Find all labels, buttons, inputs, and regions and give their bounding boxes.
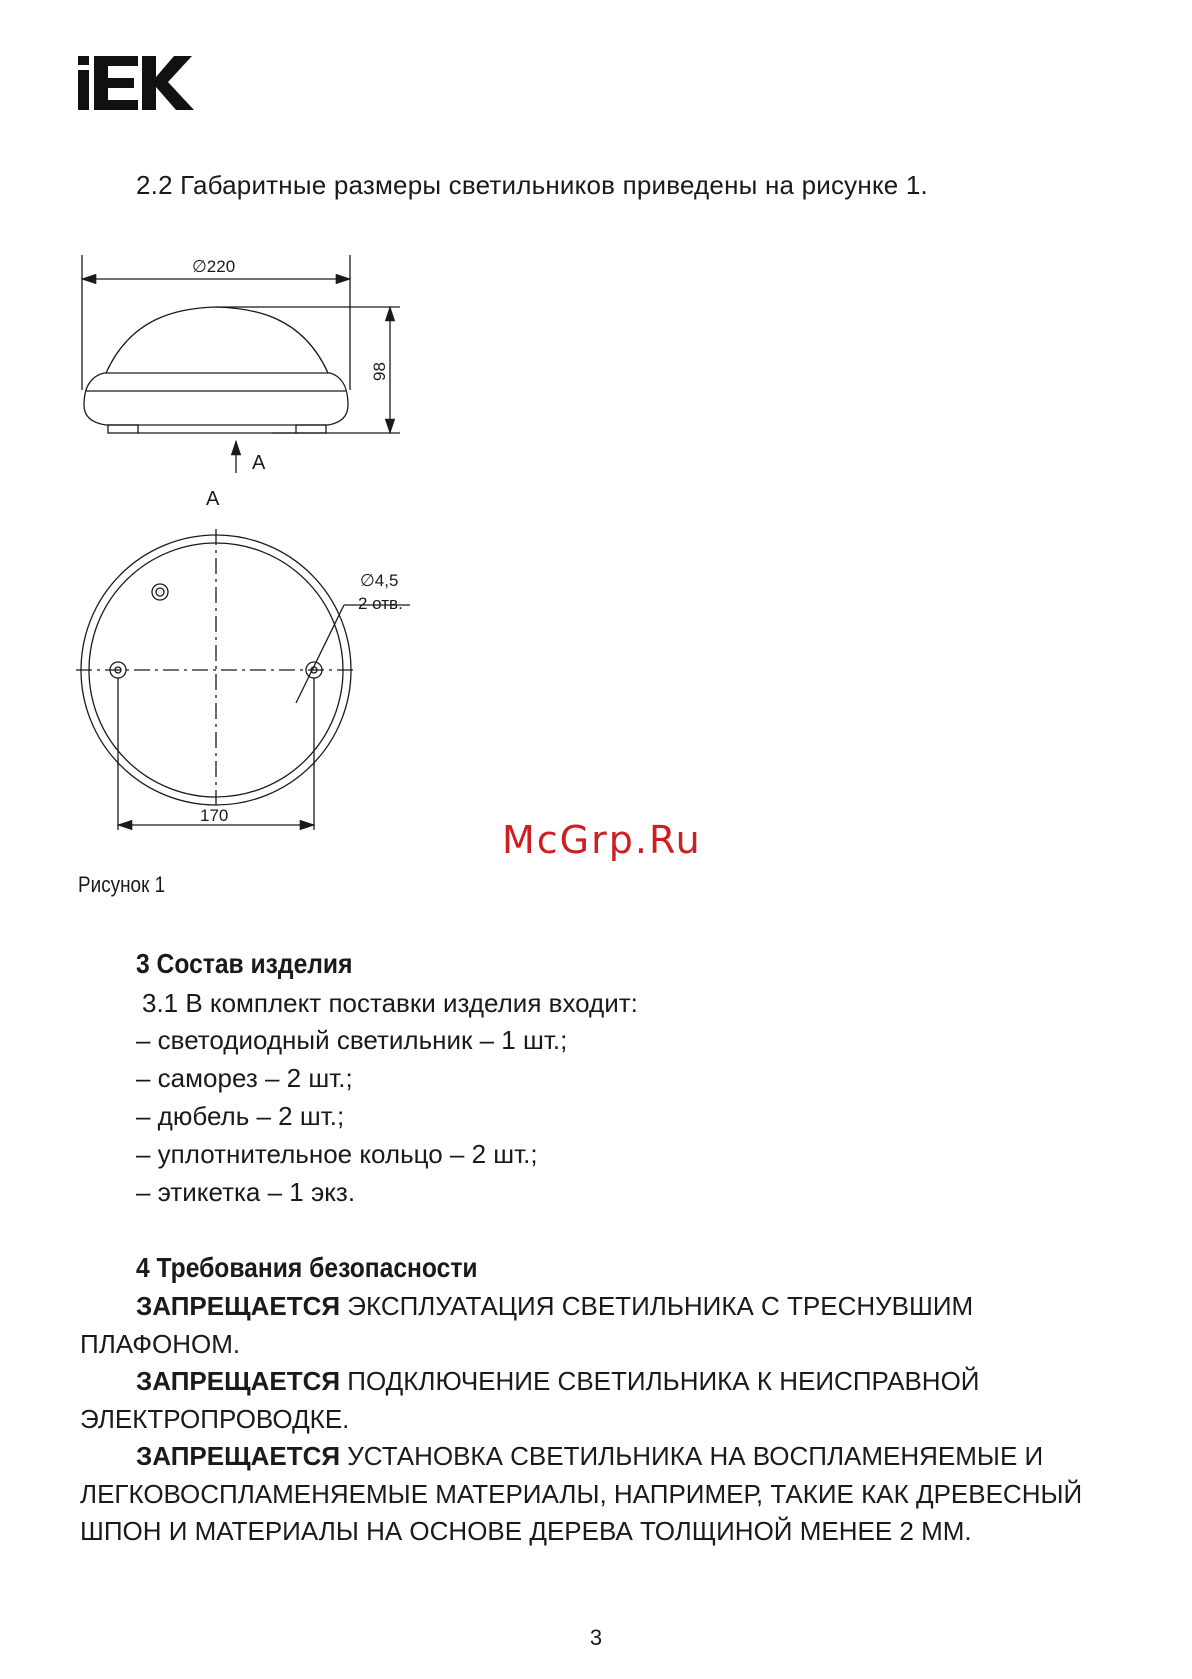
safety-paragraph bbox=[80, 1288, 1100, 1363]
iek-logo bbox=[78, 56, 196, 115]
warning-text: УСТАНОВКА СВЕТИЛЬНИКА НА ВОСПЛАМЕНЯЕМЫЕ И ЛЕГКОВОСПЛАМЕНЯЕМЫЕ МАТЕРИАЛЫ, НАПРИМЕР, ТАКИЕ КАК ДРЕВЕСНЫЙ ШПОН И МАТЕРИАЛЫ НА ОСНОВЕ ДЕРЕВА ТОЛЩИНОЙ МЕНЕЕ 2 ММ. bbox=[80, 1441, 1083, 1546]
hole-diameter-label: ∅4,5 bbox=[360, 571, 399, 590]
list-item: – светодиодный светильник – 1 шт.; bbox=[136, 1025, 568, 1055]
list-item: – дюбель – 2 шт.; bbox=[136, 1101, 345, 1131]
dim-spacing-label: 170 bbox=[200, 806, 229, 825]
safety-paragraph bbox=[80, 1438, 1100, 1551]
view-label: A bbox=[206, 488, 220, 510]
list-item: – этикетка – 1 экз. bbox=[136, 1177, 356, 1207]
list-item: – уплотнительное кольцо – 2 шт.; bbox=[136, 1139, 538, 1169]
warning-emphasis: ЗАПРЕЩАЕТСЯ bbox=[136, 1291, 341, 1321]
hole-count-label: 2 отв. bbox=[358, 594, 403, 613]
luminaire-drawing bbox=[72, 245, 432, 845]
section4-title: 4 Требования безопасности bbox=[136, 1252, 478, 1283]
warning-emphasis: ЗАПРЕЩАЕТСЯ bbox=[136, 1366, 341, 1396]
warning-text: ЭКСПЛУАТАЦИЯ СВЕТИЛЬНИКА С ТРЕСНУВШИМ ПЛАФОНОМ. bbox=[80, 1291, 974, 1359]
section3-intro: 3.1 В комплект поставки изделия входит: bbox=[142, 988, 638, 1018]
warning-text: ПОДКЛЮЧЕНИЕ СВЕТИЛЬНИКА К НЕИСПРАВНОЙ ЭЛЕКТРОПРОВОДКЕ. bbox=[80, 1366, 980, 1434]
figure-1 bbox=[72, 245, 432, 850]
dim-height-label: 98 bbox=[370, 362, 389, 381]
iek-logo-mark bbox=[78, 56, 196, 110]
safety-paragraph bbox=[80, 1363, 1100, 1438]
intro-text: 2.2 Габаритные размеры светильников приведены на рисунке 1. bbox=[136, 170, 928, 200]
page-number: 3 bbox=[589, 1625, 603, 1650]
arrow-label: A bbox=[252, 452, 266, 474]
figure-caption: Рисунок 1 bbox=[78, 872, 166, 897]
watermark: McGrp.Ru bbox=[502, 818, 702, 862]
section3-title: 3 Состав изделия bbox=[136, 948, 353, 979]
warning-emphasis: ЗАПРЕЩАЕТСЯ bbox=[136, 1441, 341, 1471]
dim-diameter-label: ∅220 bbox=[192, 257, 236, 276]
list-item: – саморез – 2 шт.; bbox=[136, 1063, 353, 1093]
